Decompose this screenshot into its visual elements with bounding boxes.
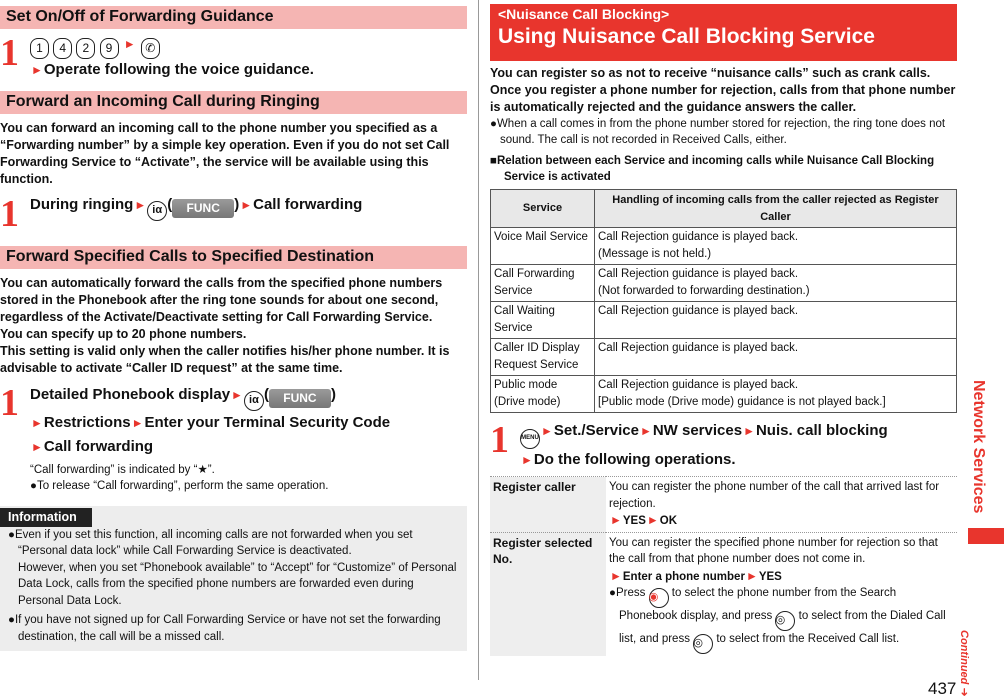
step-text: Operate following the voice guidance.: [43, 61, 314, 78]
op-desc: [606, 532, 957, 656]
nav-key-down-icon: ◉: [649, 588, 669, 608]
operations-table: [490, 476, 957, 656]
step-text: Enter your Terminal Security Code: [144, 414, 391, 431]
arrow-icon: ►: [639, 424, 652, 438]
key-1: 1: [30, 38, 49, 59]
func-softkey-icon: FUNC: [269, 389, 331, 408]
step-forward-specified: 1 Detailed Phonebook display► iα ( FUNC ) ►Restrictions►Enter your Terminal Security Code ►Call forwarding “Call forwarding” is indicated by “★”. ●To release “Call forwarding”, perform the same operation.: [0, 383, 467, 494]
arrow-icon: ►: [610, 568, 622, 583]
bullet-icon: ●: [490, 118, 497, 130]
op-label: Register selected No.: [490, 532, 606, 656]
op-text: You can register the phone number of the call that arrived last for rejection.: [609, 481, 940, 510]
header-subtitle: <Nuisance Call Blocking>: [498, 6, 670, 22]
arrow-icon: ►: [123, 37, 136, 51]
table-cell: Public mode (Drive mode): [491, 376, 595, 413]
bullet-icon: ●: [609, 587, 616, 599]
arrow-icon: ►: [134, 198, 147, 212]
arrow-icon: ►: [541, 424, 553, 438]
table-header-row: [491, 190, 957, 228]
cell-line: Call Rejection guidance is played back.: [598, 268, 799, 280]
square-icon: ■: [490, 155, 497, 167]
op-bullet-text: to select from the Dialed Call list, and press: [619, 610, 946, 645]
op-path-text: YES: [622, 515, 646, 527]
arrow-icon: ►: [521, 453, 533, 467]
arrow-icon: ►: [31, 416, 43, 430]
step-note-text: To release “Call forwarding”, perform the same operation.: [36, 480, 329, 492]
table-row: [491, 376, 957, 413]
left-column: [0, 6, 467, 651]
op-path-text: OK: [659, 515, 678, 527]
table-header: Handling of incoming calls from the caller rejected as Register Caller: [595, 190, 957, 228]
step-text: Call forwarding: [253, 196, 363, 213]
relation-heading-text: Relation between each Service and incoming calls while Nuisance Call Blocking Service is activated: [496, 155, 935, 183]
table-cell: Call Waiting Service: [491, 302, 595, 339]
section-paragraph: You can forward an incoming call to the phone number you specified as a “Forwarding number” by a simple key operation. Even if you do not set Call Forwarding Service to “Activate”, the service will be available using this function.: [0, 121, 450, 186]
info-text: If you have not signed up for Call Forwarding Service or have not set the forwarding destination, the call will be a missed call.: [14, 614, 441, 643]
op-bullet-text: Press: [615, 587, 646, 599]
i-alpha-key-icon: iα: [147, 201, 167, 221]
op-label: Register caller: [490, 477, 606, 533]
side-tab-marker: [968, 528, 1004, 544]
column-divider: [478, 0, 479, 680]
table-row: [491, 302, 957, 339]
nav-key-left-icon: ◎: [693, 634, 713, 654]
nuisance-paragraph: Once you register a phone number for rejection, calls from that phone number is automatically rejected and the guidance answers the caller.: [490, 83, 956, 114]
table-cell: [595, 302, 957, 339]
table-cell: Call Forwarding Service: [491, 265, 595, 302]
continued-label: Continued ➜: [958, 630, 970, 697]
step-number: 1: [490, 419, 509, 461]
op-path: [609, 512, 954, 530]
arrow-icon: ►: [31, 63, 43, 77]
step-number: 1: [0, 382, 19, 424]
step-text: Set./Service: [553, 422, 639, 439]
side-section-label: Network Services: [970, 380, 987, 514]
information-box: [0, 506, 467, 651]
section-title-forward-specified: Forward Specified Calls to Specified Destination: [0, 246, 467, 269]
section-paragraph: You can specify up to 20 phone numbers.: [0, 327, 247, 341]
relation-heading: [490, 153, 957, 185]
nuisance-paragraph: You can register so as not to receive “nuisance calls” such as crank calls.: [490, 66, 931, 80]
section-title-forwarding-guidance: Set On/Off of Forwarding Guidance: [0, 6, 467, 29]
step-text: Call forwarding: [43, 438, 154, 455]
step-nuisance: [490, 420, 957, 476]
table-cell: [595, 265, 957, 302]
arrow-icon: ►: [745, 568, 758, 583]
op-text: You can register the specified phone number for rejection so that the call from that phone number does not come in.: [609, 536, 938, 565]
step-text: Restrictions: [43, 414, 131, 431]
table-cell: [595, 339, 957, 376]
nuisance-header: [490, 4, 957, 61]
op-path-text: Enter a phone number: [622, 570, 745, 583]
table-cell: [595, 376, 957, 413]
menu-key-icon: MENU: [520, 429, 540, 449]
page-number: 437: [928, 679, 957, 697]
info-text: Even if you set this function, all incoming calls are not forwarded when you set “Personal data lock” while Call Forwarding Service is deactivated.: [14, 528, 413, 557]
table-row: [490, 532, 957, 656]
arrow-icon: ►: [131, 416, 144, 430]
cell-line: (Not forwarded to forwarding destination.): [598, 284, 810, 297]
step-text: Do the following operations.: [533, 451, 736, 468]
info-bullet: [8, 612, 459, 645]
step-text: Detailed Phonebook display: [30, 386, 231, 403]
arrow-icon: ►: [610, 513, 622, 527]
key-9: 9: [100, 38, 119, 59]
cell-line: Call Rejection guidance is played back.: [598, 379, 799, 391]
cell-line: Call Rejection guidance is played back.: [598, 342, 799, 354]
relation-table: [490, 189, 957, 413]
nuisance-bullet: [490, 116, 957, 148]
step-text: NW services: [652, 422, 743, 439]
i-alpha-key-icon: iα: [244, 391, 264, 411]
table-row: [490, 477, 957, 533]
step-number: 1: [0, 32, 19, 74]
op-path: [609, 568, 954, 586]
step-forwarding-guidance: [0, 33, 467, 79]
step-text: Nuis. call blocking: [755, 422, 888, 439]
info-bullet: [8, 527, 459, 560]
cell-line: [Public mode (Drive mode) guidance is not played back.]: [598, 395, 886, 408]
right-column: [490, 4, 957, 656]
step-note: “Call forwarding” is indicated by “★”.: [30, 464, 215, 476]
info-text: However, when you set “Phonebook available” to “Accept” for “Customize” of Personal Data Lock, calls from the specified phone numbers are forwarded even during Personal Data Lock.: [18, 561, 457, 607]
nuisance-bullet-text: When a call comes in from the phone number stored for rejection, the ring tone does not sound. The call is not recorded in Received Calls, either.: [496, 118, 946, 146]
call-key-icon: ✆: [141, 38, 160, 59]
arrow-icon: ►: [31, 440, 43, 454]
table-row: [491, 228, 957, 265]
bullet-icon: ●: [30, 480, 37, 492]
header-title: Using Nuisance Call Blocking Service: [498, 25, 875, 48]
cell-line: (Message is not held.): [598, 247, 712, 260]
table-cell: [595, 228, 957, 265]
op-path-text: YES: [758, 570, 782, 583]
key-4: 4: [53, 38, 72, 59]
arrow-icon: ►: [646, 513, 659, 527]
section-paragraph: This setting is valid only when the caller notifies his/her phone number. It is advisable to activate “Caller ID request” at the same time.: [0, 344, 450, 375]
arrow-icon: ►: [240, 198, 253, 212]
bullet-icon: ●: [8, 528, 15, 541]
key-2: 2: [76, 38, 95, 59]
op-bullet-text: to select from the Received Call list.: [716, 633, 900, 645]
cell-line: Call Rejection guidance is played back.: [598, 305, 799, 317]
table-cell: Voice Mail Service: [491, 228, 595, 265]
cell-line: Call Rejection guidance is played back.: [598, 231, 799, 243]
step-number: 1: [0, 193, 19, 235]
op-desc: [606, 477, 957, 533]
information-label: Information: [0, 508, 92, 527]
arrow-icon: ►: [231, 388, 243, 402]
func-softkey-icon: FUNC: [172, 199, 234, 218]
table-header: Service: [491, 190, 595, 228]
table-row: [491, 265, 957, 302]
table-row: [491, 339, 957, 376]
nav-key-right-icon: ◎: [775, 611, 795, 631]
bullet-icon: ●: [8, 614, 15, 626]
table-cell: Caller ID Display Request Service: [491, 339, 595, 376]
op-bullet: [609, 585, 954, 654]
section-title-forward-incoming: Forward an Incoming Call during Ringing: [0, 91, 467, 114]
continued-text: Continued: [958, 630, 970, 685]
op-bullet-text: to select the phone number from the Search Phonebook display, and press: [619, 587, 897, 622]
arrow-icon: ►: [743, 424, 755, 438]
section-paragraph: You can automatically forward the calls from the specified phone numbers stored in the Phonebook after the ring tone sounds for about one second, regardless of the Activate/Deactivate setting for Call Forwarding Service.: [0, 276, 443, 324]
step-note: [30, 478, 467, 494]
step-text: During ringing: [30, 196, 134, 213]
step-forward-incoming: 1 During ringing► iα ( FUNC )►Call forwarding: [0, 193, 363, 235]
